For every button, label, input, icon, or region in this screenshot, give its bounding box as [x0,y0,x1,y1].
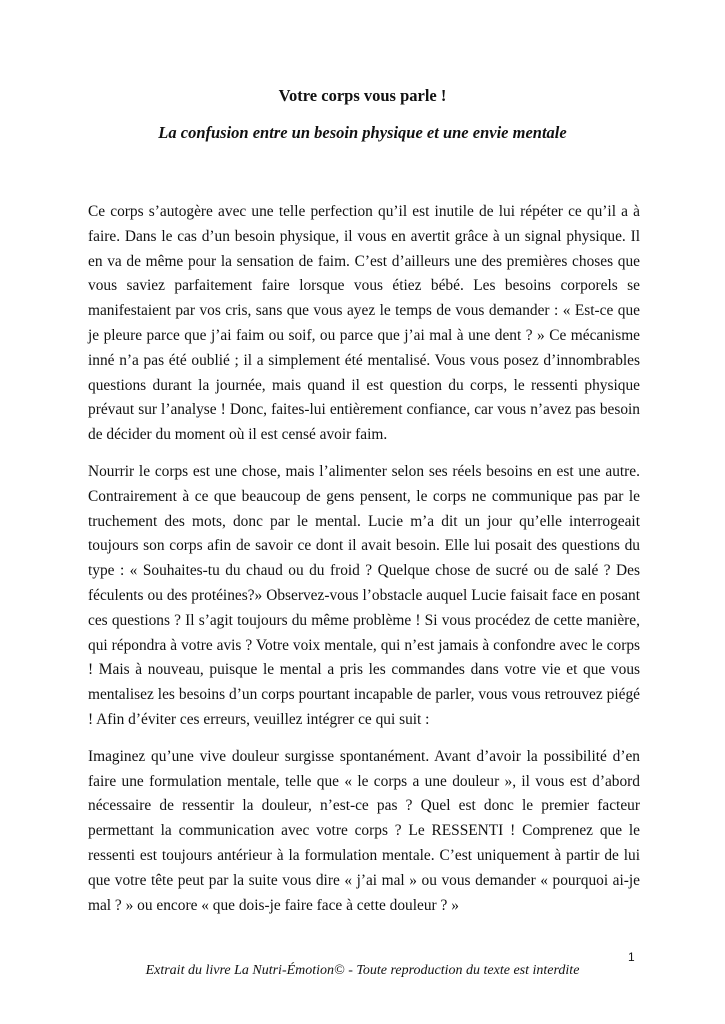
page-subtitle: La confusion entre un besoin physique et une envie mentale [158,123,567,142]
body-text [88,200,640,930]
page-number: 1 [628,950,635,964]
page-title: Votre corps vous parle ! [278,86,447,105]
paragraph: Nourrir le corps est une chose, mais l’alimenter selon ses réels besoins en est une autre. Contrairement à ce que beaucoup de gens pensent, le corps ne communique pas par le truchement des mots, donc par le mental. Lucie m’a dit un jour qu’elle interrogeait toujours son corps afin de savoir ce dont il avait besoin. Elle lui posait des questions du type : « Souhaites-tu du chaud ou du froid ? Quelque chose de sucré ou de salé ? Des féculents ou des protéines?» Observez-vous l’obstacle auquel Lucie faisait face en posant ces questions ? Il s’agit toujours du même problème ! Si vous procédez de cette manière, qui répondra à votre avis ? Votre voix mentale, qui n’est jamais à confondre avec le corps ! Mais à nouveau, puisque le mental a pris les commandes dans votre vie et que vous mentalisez les besoins d’un corps pourtant incapable de parler, vous vous retrouvez piégé ! Afin d’éviter ces erreurs, veuillez intégrer ce qui suit : [88,462,640,728]
paragraph: Ce corps s’autogère avec une telle perfection qu’il est inutile de lui répéter ce qu’il a à faire. Dans le cas d’un besoin physique, il vous en avertit grâce à un signal physique. Il en va de même pour la sensation de faim. C’est d’ailleurs une des premières choses que vous saviez parfaitement faire lorsque vous étiez bébé. Les besoins corporels se manifestaient par vos cris, sans que vous ayez le temps de vous demander : « Est-ce que je pleure parce que j’ai faim ou soif, ou parce que j’ai mal à une dent ? » Ce mécanisme inné n’a pas été oublié ; il a simplement été mentalisé. Vous vous posez d’innombrables questions durant la journée, mais quand il est question du corps, le ressenti physique prévaut sur l’analyse ! Donc, faites-lui entièrement confiance, car vous n’avez pas besoin de décider du moment où il est censé avoir faim. [88,203,640,444]
paragraph: Imaginez qu’une vive douleur surgisse spontanément. Avant d’avoir la possibilité d’en faire une formulation mentale, telle que « le corps a une douleur », il vous est d’abord nécessaire de ressentir la douleur, n’est-ce pas ? Quel est donc le premier facteur permettant la communication avec votre corps ? Le RESSENTI ! Comprenez que le ressenti est toujours antérieur à la formulation mentale. C’est uniquement à partir de lui que votre tête peut par la suite vous dire « j’ai mal » ou vous demander « pourquoi ai-je mal ? » ou encore « que dois-je faire face à cette douleur ? » [88,747,640,914]
page-footer: Extrait du livre La Nutri-Émotion© - Toute reproduction du texte est interdite [145,963,580,978]
